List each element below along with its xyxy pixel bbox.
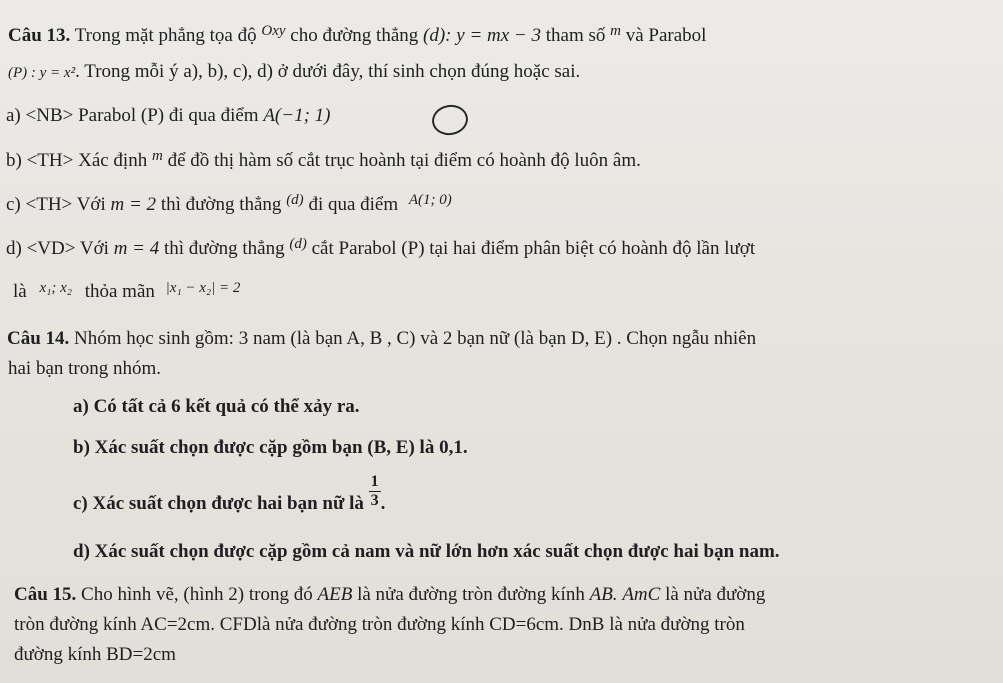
q15-line2 <box>14 613 745 637</box>
q13-item-d <box>6 232 755 261</box>
q13-intro2: cho đường thẳng <box>290 25 419 46</box>
q13-b-text1: Xác định <box>78 150 148 171</box>
q13-line-eq: (d): y = mx − 3 <box>423 25 541 46</box>
q14-c-num: 1 <box>370 473 379 491</box>
q13-intro: Trong mặt phẳng tọa độ <box>74 25 257 46</box>
q13-c-prefix: c) <TH> <box>6 194 73 215</box>
q13-c-cond: m = 2 <box>110 194 157 215</box>
q13-line1 <box>8 19 706 48</box>
q13-d-cond: m = 4 <box>113 238 160 259</box>
q13-d-eq: |x₁ − x₂| = 2 <box>165 280 241 296</box>
q13-title: Câu 13. <box>8 25 71 46</box>
q13-c-text2: thì đường thẳng <box>160 194 282 215</box>
q15-aeb: AEB <box>317 584 353 605</box>
q14-b-text: b) Xác suất chọn được cặp gồm bạn (B, E) là 0,1. <box>73 437 468 458</box>
q13-a-text: Parabol (P) đi qua điểm <box>78 105 259 126</box>
q15-line1-c: là nửa đường <box>665 584 766 605</box>
q13-d-text1: Với <box>79 238 109 259</box>
q14-item-b <box>73 436 468 460</box>
q13-a-prefix: a) <NB> <box>6 105 74 126</box>
q14-line1 <box>7 327 756 351</box>
q13-a-point: A(−1; 1) <box>263 105 331 126</box>
q14-line2 <box>8 357 161 381</box>
q13-d-vars: x₁; x₂ <box>39 280 72 296</box>
q15-line1-b: là nửa đường tròn đường kính <box>357 584 585 605</box>
q13-d-la: là <box>13 281 27 302</box>
q13-d-text3: cắt Parabol (P) tại hai điểm phân biệt có hoành độ lần lượt <box>311 238 756 259</box>
q13-b-prefix: b) <TH> <box>6 150 74 171</box>
q13-param: m <box>610 23 621 39</box>
q13-d-d: (d) <box>289 236 307 252</box>
handwritten-circle-mark <box>430 102 471 138</box>
q14-intro: Nhóm học sinh gồm: 3 nam (là bạn A, B , C) và 2 bạn nữ (là bạn D, E) . Chọn ngẫu nhiên <box>74 328 757 349</box>
q14-c-end: . <box>380 493 386 514</box>
q15-ab: AB. <box>589 584 618 605</box>
q13-instruction: . Trong mỗi ý a), b), c), d) ở dưới đây, thí sinh chọn đúng hoặc sai. <box>75 61 581 82</box>
q15-line1 <box>14 583 765 607</box>
q14-c-text: c) Xác suất chọn được hai bạn nữ là <box>73 493 364 514</box>
q14-c-fraction <box>369 473 381 510</box>
q13-and-parabol: và Parabol <box>625 25 707 46</box>
q13-item-d-cont <box>13 276 240 304</box>
q13-b-text2: để đồ thị hàm số cắt trục hoành tại điểm có hoành độ luôn âm. <box>167 150 641 171</box>
q13-d-satisfy: thỏa mãn <box>84 281 155 302</box>
q15-amc: AmC <box>622 584 661 605</box>
q15-line2-text: tròn đường kính AC=2cm. CFDlà nửa đường tròn đường kính CD=6cm. DnB là nửa đường tròn <box>14 614 745 635</box>
q15-line3-text: đường kính BD=2cm <box>14 644 176 665</box>
q13-param-text: tham số <box>545 25 606 46</box>
q13-c-d: (d) <box>286 192 304 208</box>
q15-line3 <box>14 643 176 667</box>
q13-item-b <box>6 144 641 173</box>
q14-item-c <box>73 473 386 516</box>
q13-item-c <box>6 188 452 217</box>
q13-line2 <box>8 60 580 85</box>
q15-title: Câu 15. <box>14 584 77 605</box>
q14-c-den: 3 <box>370 492 379 510</box>
q14-a-text: a) Có tất cả 6 kết quả có thể xảy ra. <box>73 396 360 417</box>
q14-d-text: d) Xác suất chọn được cặp gồm cả nam và nữ lớn hơn xác suất chọn được hai bạn nam. <box>73 541 780 562</box>
q13-d-text2: thì đường thẳng <box>163 238 285 259</box>
q13-parabol-eq: (P) : y = x² <box>8 65 76 81</box>
q13-c-text1: Với <box>76 194 106 215</box>
q14-item-d <box>73 540 780 564</box>
q13-item-a <box>6 104 330 128</box>
q15-line1-a: Cho hình vẽ, (hình 2) trong đó <box>81 584 313 605</box>
q13-d-prefix: d) <VD> <box>6 238 76 259</box>
q13-oxy: Oxy <box>261 23 286 39</box>
q13-c-text3: đi qua điểm <box>308 194 399 215</box>
q14-item-a <box>73 395 360 419</box>
q14-intro2: hai bạn trong nhóm. <box>8 358 162 379</box>
q14-title: Câu 14. <box>7 328 70 349</box>
q13-c-point: A(1; 0) <box>408 192 452 208</box>
q13-b-param: m <box>151 148 163 164</box>
